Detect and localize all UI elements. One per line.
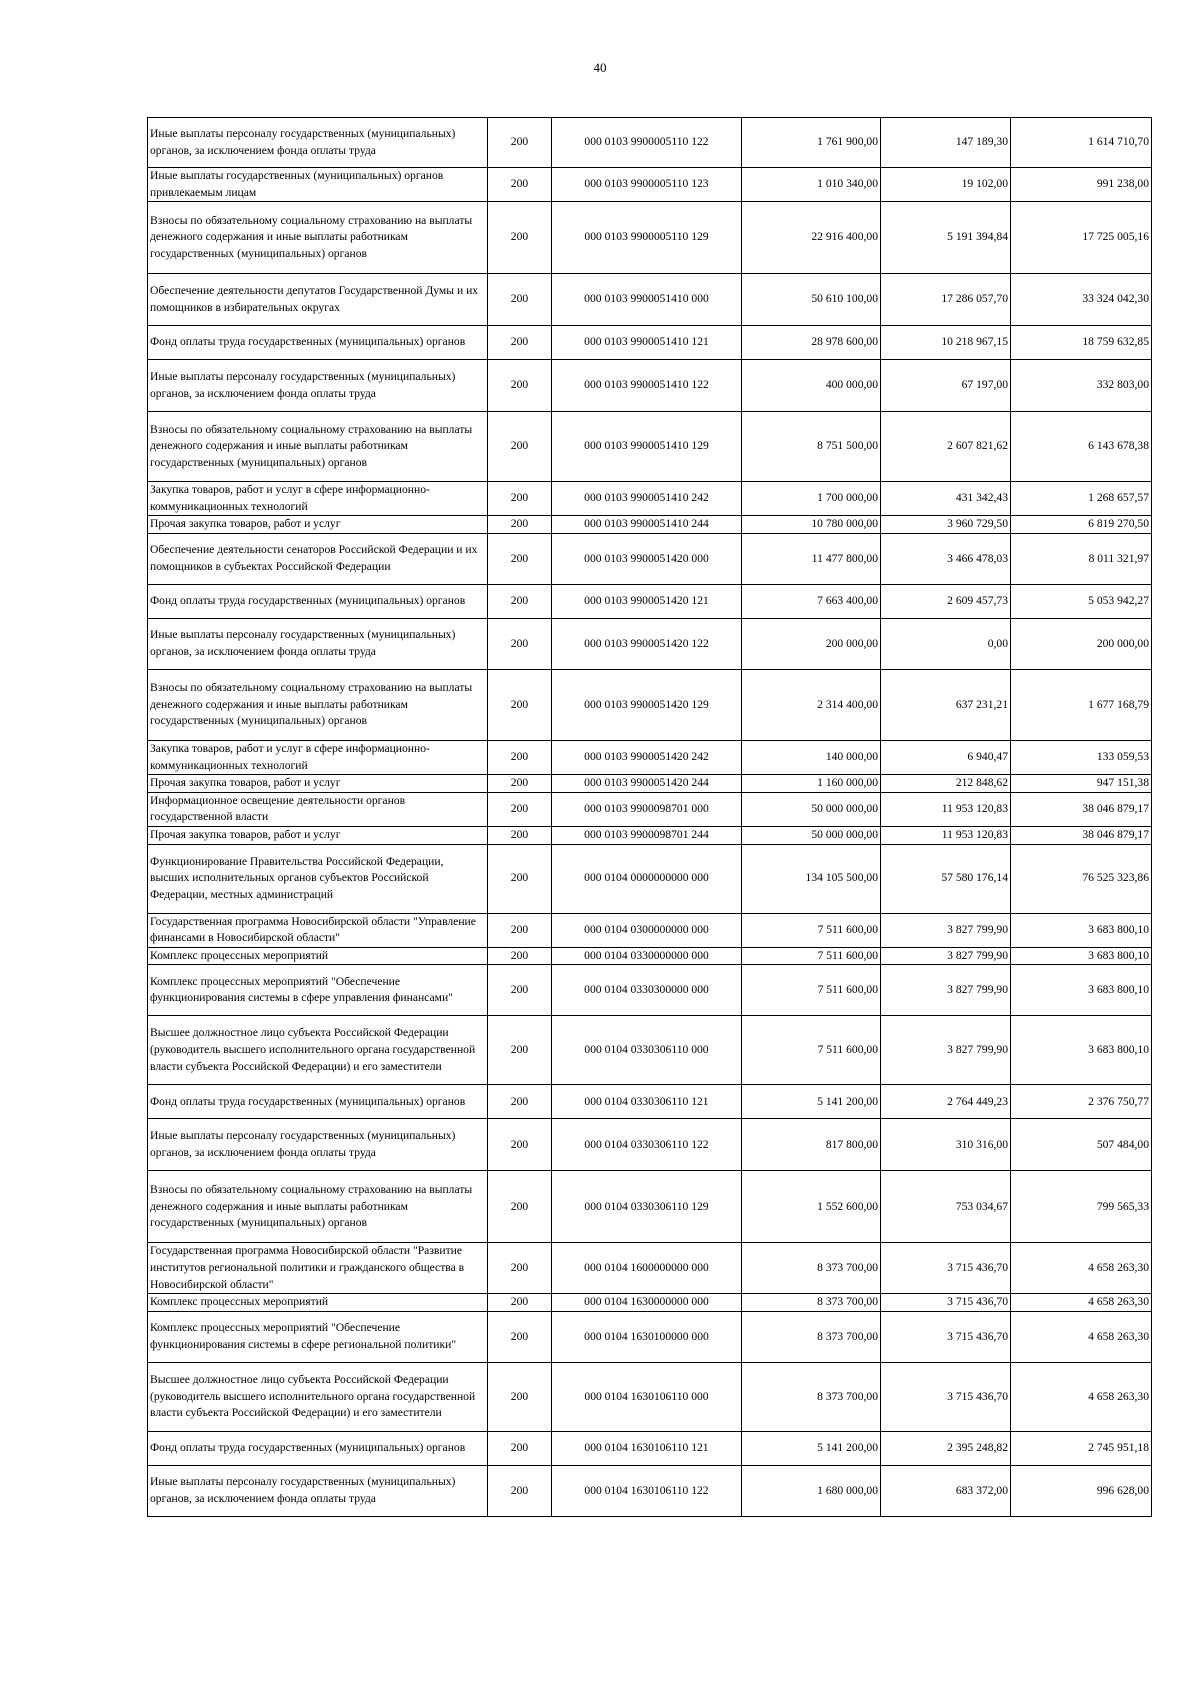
row-approved-cell: 1 680 000,00	[742, 1465, 881, 1516]
row-approved-cell: 1 700 000,00	[742, 482, 881, 516]
row-name-cell: Иные выплаты персоналу государственных (муниципальных) органов, за исключением фонда оплаты труда	[148, 1119, 488, 1171]
row-approved-cell: 10 780 000,00	[742, 516, 881, 534]
row-name-cell: Информационное освещение деятельности органов государственной власти	[148, 792, 488, 826]
row-budget-code-cell: 000 0103 9900005110 122	[552, 118, 742, 168]
row-approved-cell: 11 477 800,00	[742, 533, 881, 584]
row-unexecuted-cell: 33 324 042,30	[1011, 274, 1152, 326]
table-row	[148, 360, 1152, 412]
row-name-cell: Иные выплаты персоналу государственных (муниципальных) органов, за исключением фонда оплаты труда	[148, 618, 488, 669]
row-executed-cell: 19 102,00	[881, 168, 1011, 202]
row-name-cell: Взносы по обязательному социальному страхованию на выплаты денежного содержания и иные выплаты работникам государственных (муниципальных) органов	[148, 412, 488, 482]
row-approved-cell: 50 000 000,00	[742, 826, 881, 844]
table-row	[148, 1016, 1152, 1085]
row-name-cell: Взносы по обязательному социальному страхованию на выплаты денежного содержания и иные выплаты работникам государственных (муниципальных) органов	[148, 669, 488, 740]
row-name-cell: Прочая закупка товаров, работ и услуг	[148, 516, 488, 534]
row-executed-cell: 10 218 967,15	[881, 326, 1011, 360]
row-line-code-cell: 200	[488, 118, 552, 168]
row-approved-cell: 8 373 700,00	[742, 1362, 881, 1431]
row-line-code-cell: 200	[488, 669, 552, 740]
row-line-code-cell: 200	[488, 775, 552, 793]
row-budget-code-cell: 000 0104 0330306110 129	[552, 1171, 742, 1243]
row-executed-cell: 3 827 799,90	[881, 947, 1011, 965]
row-approved-cell: 1 552 600,00	[742, 1171, 881, 1243]
row-unexecuted-cell: 991 238,00	[1011, 168, 1152, 202]
row-budget-code-cell: 000 0103 9900098701 000	[552, 792, 742, 826]
table-row	[148, 584, 1152, 618]
row-budget-code-cell: 000 0103 9900051420 122	[552, 618, 742, 669]
row-line-code-cell: 200	[488, 326, 552, 360]
row-unexecuted-cell: 200 000,00	[1011, 618, 1152, 669]
row-name-cell: Комплекс процессных мероприятий "Обеспечение функционирования системы в сфере региональной политики"	[148, 1311, 488, 1362]
row-approved-cell: 8 373 700,00	[742, 1294, 881, 1312]
row-budget-code-cell: 000 0104 0330000000 000	[552, 947, 742, 965]
table-row	[148, 326, 1152, 360]
row-name-cell: Государственная программа Новосибирской области "Управление финансами в Новосибирской области"	[148, 913, 488, 947]
row-executed-cell: 57 580 176,14	[881, 844, 1011, 913]
row-line-code-cell: 200	[488, 1119, 552, 1171]
row-line-code-cell: 200	[488, 618, 552, 669]
row-budget-code-cell: 000 0104 1630100000 000	[552, 1311, 742, 1362]
row-unexecuted-cell: 38 046 879,17	[1011, 792, 1152, 826]
row-budget-code-cell: 000 0104 1600000000 000	[552, 1243, 742, 1294]
row-name-cell: Закупка товаров, работ и услуг в сфере информационно-коммуникационных технологий	[148, 482, 488, 516]
table-row	[148, 1294, 1152, 1312]
row-unexecuted-cell: 332 803,00	[1011, 360, 1152, 412]
table-body	[148, 118, 1152, 1517]
row-unexecuted-cell: 6 819 270,50	[1011, 516, 1152, 534]
row-line-code-cell: 200	[488, 792, 552, 826]
row-approved-cell: 817 800,00	[742, 1119, 881, 1171]
row-executed-cell: 3 827 799,90	[881, 913, 1011, 947]
row-approved-cell: 140 000,00	[742, 740, 881, 774]
row-executed-cell: 5 191 394,84	[881, 202, 1011, 274]
table-row	[148, 412, 1152, 482]
row-budget-code-cell: 000 0104 1630000000 000	[552, 1294, 742, 1312]
row-name-cell: Комплекс процессных мероприятий	[148, 1294, 488, 1312]
row-budget-code-cell: 000 0103 9900051420 242	[552, 740, 742, 774]
row-budget-code-cell: 000 0104 1630106110 121	[552, 1431, 742, 1465]
row-line-code-cell: 200	[488, 947, 552, 965]
row-executed-cell: 3 827 799,90	[881, 965, 1011, 1016]
row-unexecuted-cell: 3 683 800,10	[1011, 1016, 1152, 1085]
row-name-cell: Закупка товаров, работ и услуг в сфере информационно-коммуникационных технологий	[148, 740, 488, 774]
row-line-code-cell: 200	[488, 1311, 552, 1362]
row-name-cell: Взносы по обязательному социальному страхованию на выплаты денежного содержания и иные выплаты работникам государственных (муниципальных) органов	[148, 1171, 488, 1243]
row-executed-cell: 2 764 449,23	[881, 1085, 1011, 1119]
table-row	[148, 1362, 1152, 1431]
row-executed-cell: 2 395 248,82	[881, 1431, 1011, 1465]
row-executed-cell: 753 034,67	[881, 1171, 1011, 1243]
row-unexecuted-cell: 1 614 710,70	[1011, 118, 1152, 168]
row-executed-cell: 11 953 120,83	[881, 792, 1011, 826]
row-line-code-cell: 200	[488, 826, 552, 844]
row-budget-code-cell: 000 0104 0300000000 000	[552, 913, 742, 947]
row-name-cell: Иные выплаты государственных (муниципальных) органов привлекаемым лицам	[148, 168, 488, 202]
row-budget-code-cell: 000 0103 9900051410 244	[552, 516, 742, 534]
row-budget-code-cell: 000 0104 0330306110 122	[552, 1119, 742, 1171]
row-line-code-cell: 200	[488, 1243, 552, 1294]
row-unexecuted-cell: 3 683 800,10	[1011, 947, 1152, 965]
row-unexecuted-cell: 4 658 263,30	[1011, 1362, 1152, 1431]
row-executed-cell: 67 197,00	[881, 360, 1011, 412]
table-row	[148, 740, 1152, 774]
row-approved-cell: 5 141 200,00	[742, 1431, 881, 1465]
row-line-code-cell: 200	[488, 844, 552, 913]
row-name-cell: Функционирование Правительства Российской Федерации, высших исполнительных органов субъектов Российской Федерации, местных администраций	[148, 844, 488, 913]
row-executed-cell: 11 953 120,83	[881, 826, 1011, 844]
row-approved-cell: 8 373 700,00	[742, 1311, 881, 1362]
row-approved-cell: 2 314 400,00	[742, 669, 881, 740]
row-unexecuted-cell: 4 658 263,30	[1011, 1311, 1152, 1362]
row-unexecuted-cell: 17 725 005,16	[1011, 202, 1152, 274]
row-unexecuted-cell: 18 759 632,85	[1011, 326, 1152, 360]
row-unexecuted-cell: 4 658 263,30	[1011, 1243, 1152, 1294]
table-row	[148, 669, 1152, 740]
row-budget-code-cell: 000 0103 9900005110 129	[552, 202, 742, 274]
row-approved-cell: 1 761 900,00	[742, 118, 881, 168]
table-row	[148, 1431, 1152, 1465]
row-name-cell: Высшее должностное лицо субъекта Российской Федерации (руководитель высшего исполнительного органа государственной власти субъекта Российской Федерации) и его заместители	[148, 1362, 488, 1431]
row-executed-cell: 310 316,00	[881, 1119, 1011, 1171]
row-approved-cell: 8 373 700,00	[742, 1243, 881, 1294]
row-line-code-cell: 200	[488, 1465, 552, 1516]
row-name-cell: Обеспечение деятельности депутатов Государственной Думы и их помощников в избирательных округах	[148, 274, 488, 326]
row-approved-cell: 7 511 600,00	[742, 1016, 881, 1085]
row-name-cell: Иные выплаты персоналу государственных (муниципальных) органов, за исключением фонда оплаты труда	[148, 1465, 488, 1516]
row-line-code-cell: 200	[488, 274, 552, 326]
row-line-code-cell: 200	[488, 482, 552, 516]
row-budget-code-cell: 000 0103 9900051420 121	[552, 584, 742, 618]
row-name-cell: Государственная программа Новосибирской области "Развитие институтов региональной политики и гражданского общества в Новосибирской области"	[148, 1243, 488, 1294]
row-approved-cell: 7 511 600,00	[742, 913, 881, 947]
table-row	[148, 913, 1152, 947]
row-unexecuted-cell: 2 745 951,18	[1011, 1431, 1152, 1465]
row-unexecuted-cell: 1 268 657,57	[1011, 482, 1152, 516]
row-unexecuted-cell: 3 683 800,10	[1011, 965, 1152, 1016]
table-row	[148, 202, 1152, 274]
row-name-cell: Комплекс процессных мероприятий "Обеспечение функционирования системы в сфере управления финансами"	[148, 965, 488, 1016]
row-budget-code-cell: 000 0104 0330300000 000	[552, 965, 742, 1016]
row-executed-cell: 3 960 729,50	[881, 516, 1011, 534]
row-unexecuted-cell: 6 143 678,38	[1011, 412, 1152, 482]
row-unexecuted-cell: 133 059,53	[1011, 740, 1152, 774]
table-row	[148, 1243, 1152, 1294]
row-name-cell: Прочая закупка товаров, работ и услуг	[148, 775, 488, 793]
row-budget-code-cell: 000 0104 0000000000 000	[552, 844, 742, 913]
row-line-code-cell: 200	[488, 412, 552, 482]
table-row	[148, 618, 1152, 669]
row-executed-cell: 3 827 799,90	[881, 1016, 1011, 1085]
row-line-code-cell: 200	[488, 1085, 552, 1119]
row-name-cell: Фонд оплаты труда государственных (муниципальных) органов	[148, 326, 488, 360]
row-approved-cell: 134 105 500,00	[742, 844, 881, 913]
row-approved-cell: 200 000,00	[742, 618, 881, 669]
row-executed-cell: 6 940,47	[881, 740, 1011, 774]
table-row	[148, 1171, 1152, 1243]
row-unexecuted-cell: 38 046 879,17	[1011, 826, 1152, 844]
table-row	[148, 274, 1152, 326]
row-budget-code-cell: 000 0103 9900051410 122	[552, 360, 742, 412]
row-line-code-cell: 200	[488, 168, 552, 202]
table-row	[148, 516, 1152, 534]
table-row	[148, 965, 1152, 1016]
table-row	[148, 482, 1152, 516]
row-executed-cell: 3 715 436,70	[881, 1311, 1011, 1362]
row-executed-cell: 17 286 057,70	[881, 274, 1011, 326]
row-unexecuted-cell: 8 011 321,97	[1011, 533, 1152, 584]
row-executed-cell: 3 715 436,70	[881, 1294, 1011, 1312]
table-row	[148, 792, 1152, 826]
row-name-cell: Фонд оплаты труда государственных (муниципальных) органов	[148, 1085, 488, 1119]
table-row	[148, 1119, 1152, 1171]
row-name-cell: Высшее должностное лицо субъекта Российской Федерации (руководитель высшего исполнительного органа государственной власти субъекта Российской Федерации) и его заместители	[148, 1016, 488, 1085]
row-name-cell: Иные выплаты персоналу государственных (муниципальных) органов, за исключением фонда оплаты труда	[148, 118, 488, 168]
row-unexecuted-cell: 4 658 263,30	[1011, 1294, 1152, 1312]
row-approved-cell: 22 916 400,00	[742, 202, 881, 274]
row-line-code-cell: 200	[488, 1294, 552, 1312]
row-executed-cell: 0,00	[881, 618, 1011, 669]
row-name-cell: Иные выплаты персоналу государственных (муниципальных) органов, за исключением фонда оплаты труда	[148, 360, 488, 412]
table-row	[148, 1465, 1152, 1516]
row-line-code-cell: 200	[488, 533, 552, 584]
row-budget-code-cell: 000 0103 9900051420 000	[552, 533, 742, 584]
row-budget-code-cell: 000 0103 9900051410 000	[552, 274, 742, 326]
row-executed-cell: 3 715 436,70	[881, 1362, 1011, 1431]
row-unexecuted-cell: 799 565,33	[1011, 1171, 1152, 1243]
row-executed-cell: 637 231,21	[881, 669, 1011, 740]
row-budget-code-cell: 000 0104 0330306110 121	[552, 1085, 742, 1119]
table-row	[148, 826, 1152, 844]
row-budget-code-cell: 000 0103 9900051410 121	[552, 326, 742, 360]
row-approved-cell: 8 751 500,00	[742, 412, 881, 482]
row-unexecuted-cell: 2 376 750,77	[1011, 1085, 1152, 1119]
row-unexecuted-cell: 5 053 942,27	[1011, 584, 1152, 618]
row-approved-cell: 7 511 600,00	[742, 947, 881, 965]
row-budget-code-cell: 000 0103 9900051420 129	[552, 669, 742, 740]
row-executed-cell: 3 466 478,03	[881, 533, 1011, 584]
row-budget-code-cell: 000 0103 9900098701 244	[552, 826, 742, 844]
row-executed-cell: 147 189,30	[881, 118, 1011, 168]
row-approved-cell: 400 000,00	[742, 360, 881, 412]
table-row	[148, 1311, 1152, 1362]
row-name-cell: Обеспечение деятельности сенаторов Российской Федерации и их помощников в субъектах Российской Федерации	[148, 533, 488, 584]
row-line-code-cell: 200	[488, 1016, 552, 1085]
row-name-cell: Фонд оплаты труда государственных (муниципальных) органов	[148, 584, 488, 618]
row-budget-code-cell: 000 0103 9900051410 129	[552, 412, 742, 482]
row-name-cell: Прочая закупка товаров, работ и услуг	[148, 826, 488, 844]
row-unexecuted-cell: 3 683 800,10	[1011, 913, 1152, 947]
row-line-code-cell: 200	[488, 1171, 552, 1243]
table-row	[148, 775, 1152, 793]
row-line-code-cell: 200	[488, 740, 552, 774]
row-budget-code-cell: 000 0104 0330306110 000	[552, 1016, 742, 1085]
row-line-code-cell: 200	[488, 202, 552, 274]
row-budget-code-cell: 000 0103 9900005110 123	[552, 168, 742, 202]
row-line-code-cell: 200	[488, 360, 552, 412]
row-executed-cell: 2 609 457,73	[881, 584, 1011, 618]
row-budget-code-cell: 000 0104 1630106110 122	[552, 1465, 742, 1516]
row-name-cell: Комплекс процессных мероприятий	[148, 947, 488, 965]
row-name-cell: Фонд оплаты труда государственных (муниципальных) органов	[148, 1431, 488, 1465]
row-line-code-cell: 200	[488, 965, 552, 1016]
table-row	[148, 168, 1152, 202]
row-approved-cell: 28 978 600,00	[742, 326, 881, 360]
row-line-code-cell: 200	[488, 1362, 552, 1431]
row-approved-cell: 1 010 340,00	[742, 168, 881, 202]
row-approved-cell: 7 511 600,00	[742, 965, 881, 1016]
row-approved-cell: 5 141 200,00	[742, 1085, 881, 1119]
row-executed-cell: 3 715 436,70	[881, 1243, 1011, 1294]
table-row	[148, 533, 1152, 584]
row-unexecuted-cell: 507 484,00	[1011, 1119, 1152, 1171]
page-number: 40	[593, 60, 607, 75]
row-unexecuted-cell: 76 525 323,86	[1011, 844, 1152, 913]
table-row	[148, 118, 1152, 168]
row-approved-cell: 1 160 000,00	[742, 775, 881, 793]
row-budget-code-cell: 000 0104 1630106110 000	[552, 1362, 742, 1431]
row-approved-cell: 50 000 000,00	[742, 792, 881, 826]
row-line-code-cell: 200	[488, 584, 552, 618]
row-approved-cell: 50 610 100,00	[742, 274, 881, 326]
row-line-code-cell: 200	[488, 913, 552, 947]
table-row	[148, 947, 1152, 965]
table-row	[148, 1085, 1152, 1119]
row-executed-cell: 212 848,62	[881, 775, 1011, 793]
row-executed-cell: 431 342,43	[881, 482, 1011, 516]
budget-execution-table	[147, 117, 1152, 1517]
row-line-code-cell: 200	[488, 516, 552, 534]
row-executed-cell: 2 607 821,62	[881, 412, 1011, 482]
row-unexecuted-cell: 947 151,38	[1011, 775, 1152, 793]
row-line-code-cell: 200	[488, 1431, 552, 1465]
row-unexecuted-cell: 996 628,00	[1011, 1465, 1152, 1516]
row-executed-cell: 683 372,00	[881, 1465, 1011, 1516]
row-approved-cell: 7 663 400,00	[742, 584, 881, 618]
table-row	[148, 844, 1152, 913]
row-unexecuted-cell: 1 677 168,79	[1011, 669, 1152, 740]
row-budget-code-cell: 000 0103 9900051410 242	[552, 482, 742, 516]
row-name-cell: Взносы по обязательному социальному страхованию на выплаты денежного содержания и иные выплаты работникам государственных (муниципальных) органов	[148, 202, 488, 274]
row-budget-code-cell: 000 0103 9900051420 244	[552, 775, 742, 793]
